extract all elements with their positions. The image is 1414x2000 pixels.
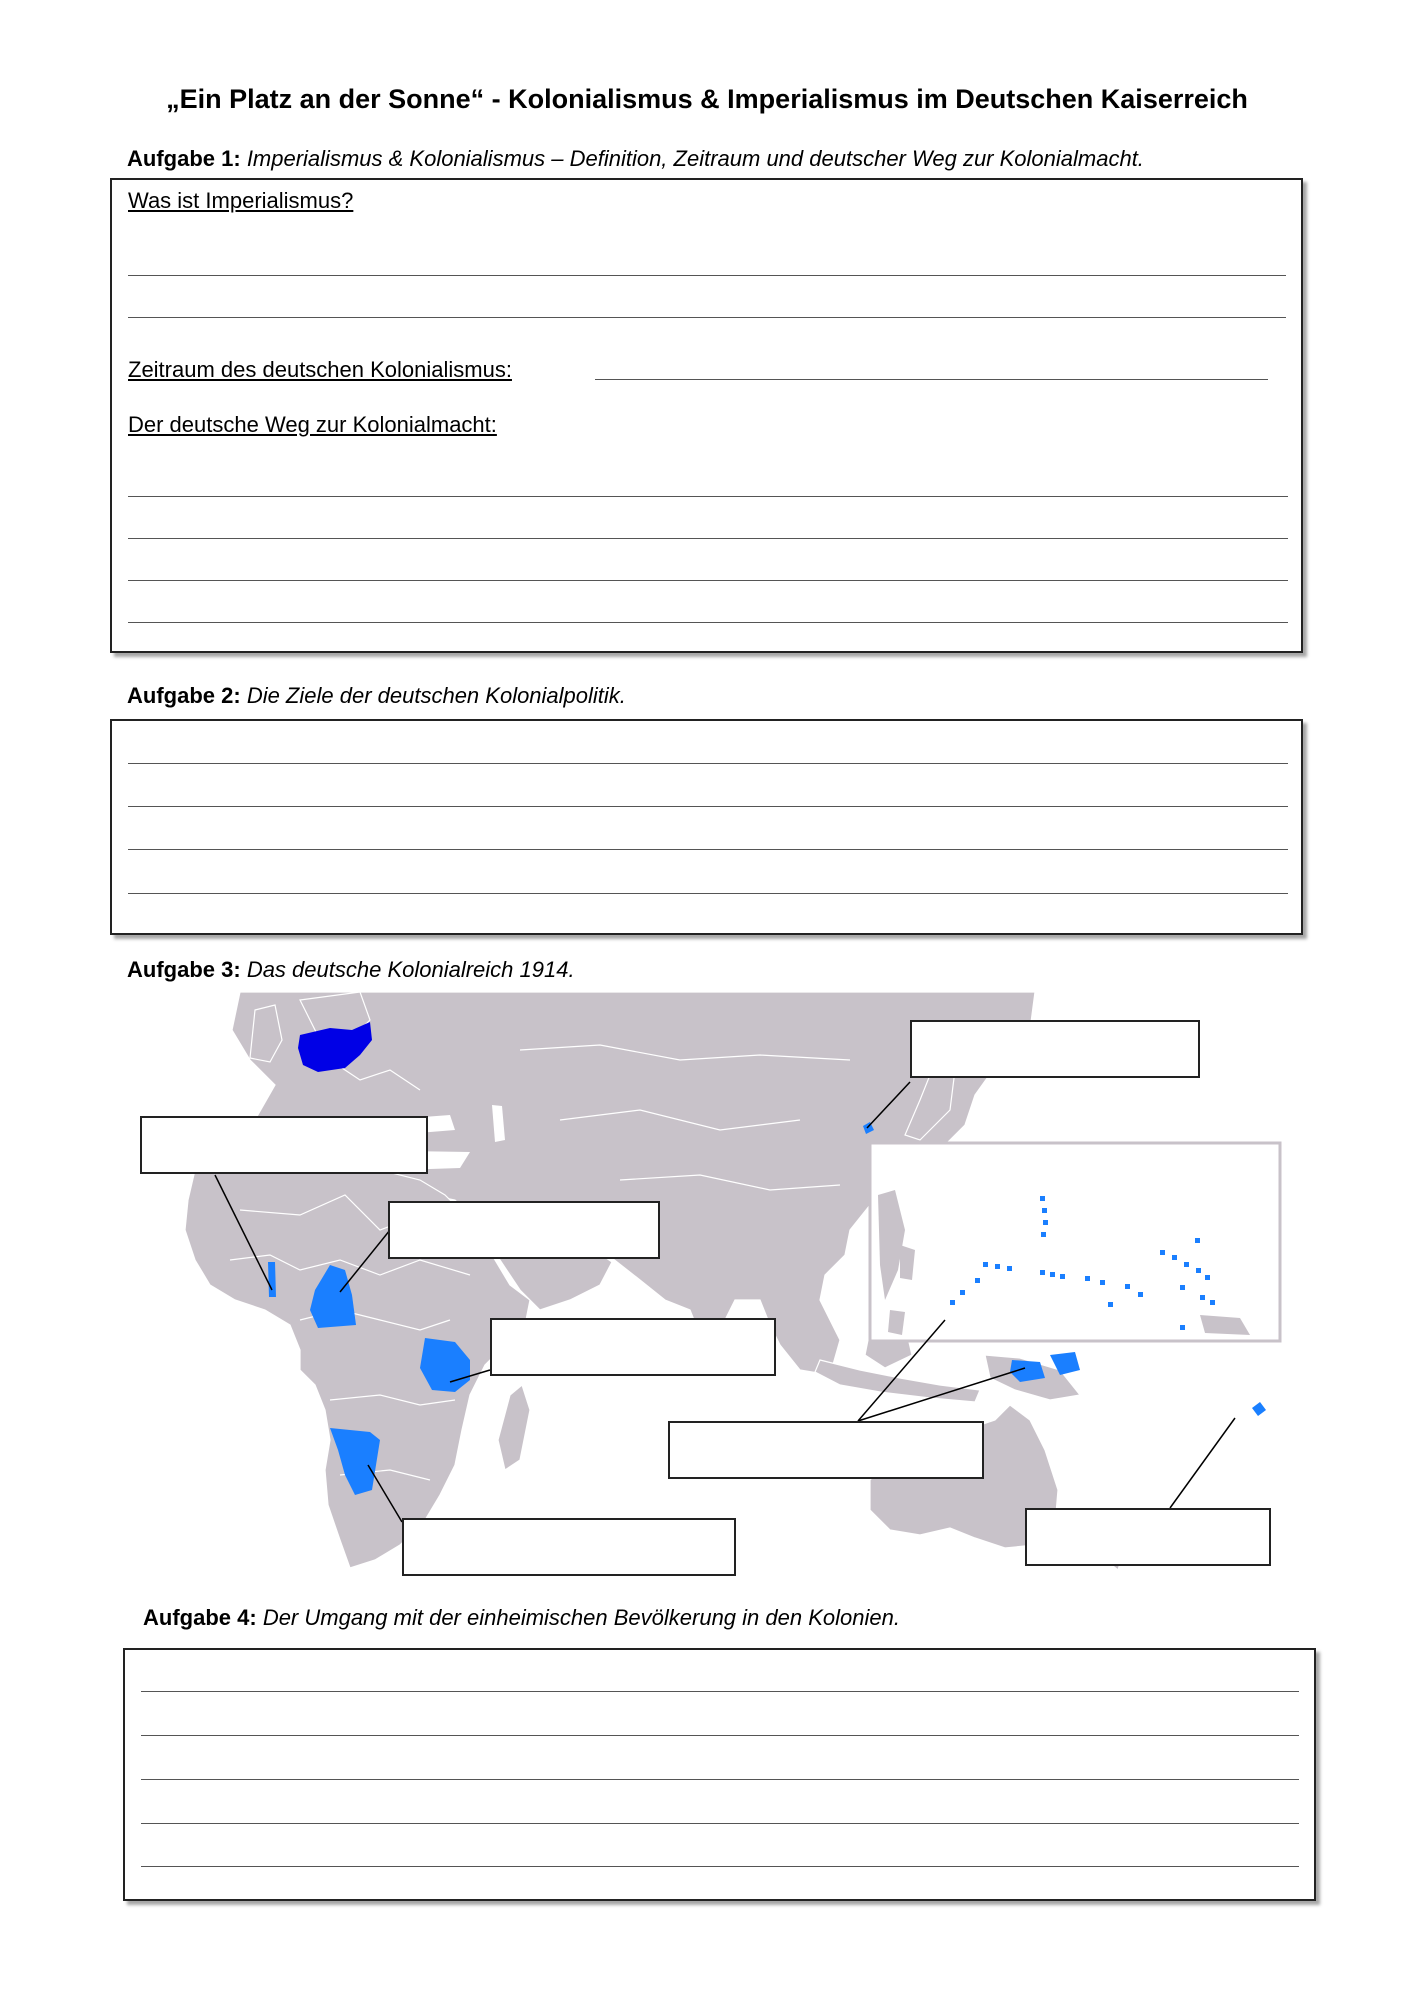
- answer-line[interactable]: [141, 1866, 1299, 1867]
- label-box-kamerun[interactable]: [388, 1201, 660, 1259]
- label-box-deutsch-suedwestafrika[interactable]: [402, 1518, 736, 1576]
- answer-line[interactable]: [141, 1691, 1299, 1692]
- task4-answer-box: [123, 1648, 1316, 1901]
- madagascar: [498, 1385, 530, 1470]
- answer-line[interactable]: [141, 1823, 1299, 1824]
- task1-label: Aufgabe 1:: [127, 146, 241, 171]
- label-box-kiautschou[interactable]: [910, 1020, 1200, 1078]
- label-box-deutsch-ostafrika[interactable]: [490, 1318, 776, 1376]
- task2-text: Die Ziele der deutschen Kolonialpolitik.: [246, 683, 626, 708]
- task3-label: Aufgabe 3:: [127, 957, 241, 982]
- label-box-deutsch-neuguinea[interactable]: [668, 1421, 984, 1479]
- page-title: „Ein Platz an der Sonne“ - Kolonialismus & Imperialismus im Deutschen Kaiserreich: [166, 84, 1248, 114]
- task4-heading: [143, 1605, 900, 1631]
- task4-label: Aufgabe 4:: [143, 1605, 257, 1630]
- task4-text: Der Umgang mit der einheimischen Bevölkerung in den Kolonien.: [262, 1605, 900, 1630]
- task1-question-period: Zeitraum des deutschen Kolonialismus:: [128, 357, 512, 382]
- inset-frame: [870, 1143, 1280, 1341]
- label-box-togo[interactable]: [140, 1116, 428, 1174]
- task2-label: Aufgabe 2:: [127, 683, 241, 708]
- task3-text: Das deutsche Kolonialreich 1914.: [246, 957, 575, 982]
- colony-samoa: [1252, 1402, 1266, 1416]
- answer-line[interactable]: [141, 1779, 1299, 1780]
- colony-togo: [268, 1262, 276, 1297]
- pacific-inset: [870, 1143, 1280, 1341]
- task1-question-path: Der deutsche Weg zur Kolonialmacht:: [128, 412, 497, 437]
- task1-text: Imperialismus & Kolonialismus – Definition, Zeitraum und deutscher Weg zur Kolonialmacht.: [246, 146, 1144, 171]
- indonesia: [815, 1360, 980, 1402]
- leader-line: [1170, 1418, 1235, 1508]
- task1-question-imperialism: Was ist Imperialismus?: [128, 188, 354, 213]
- answer-line[interactable]: [141, 1735, 1299, 1736]
- label-box-samoa[interactable]: [1025, 1508, 1271, 1566]
